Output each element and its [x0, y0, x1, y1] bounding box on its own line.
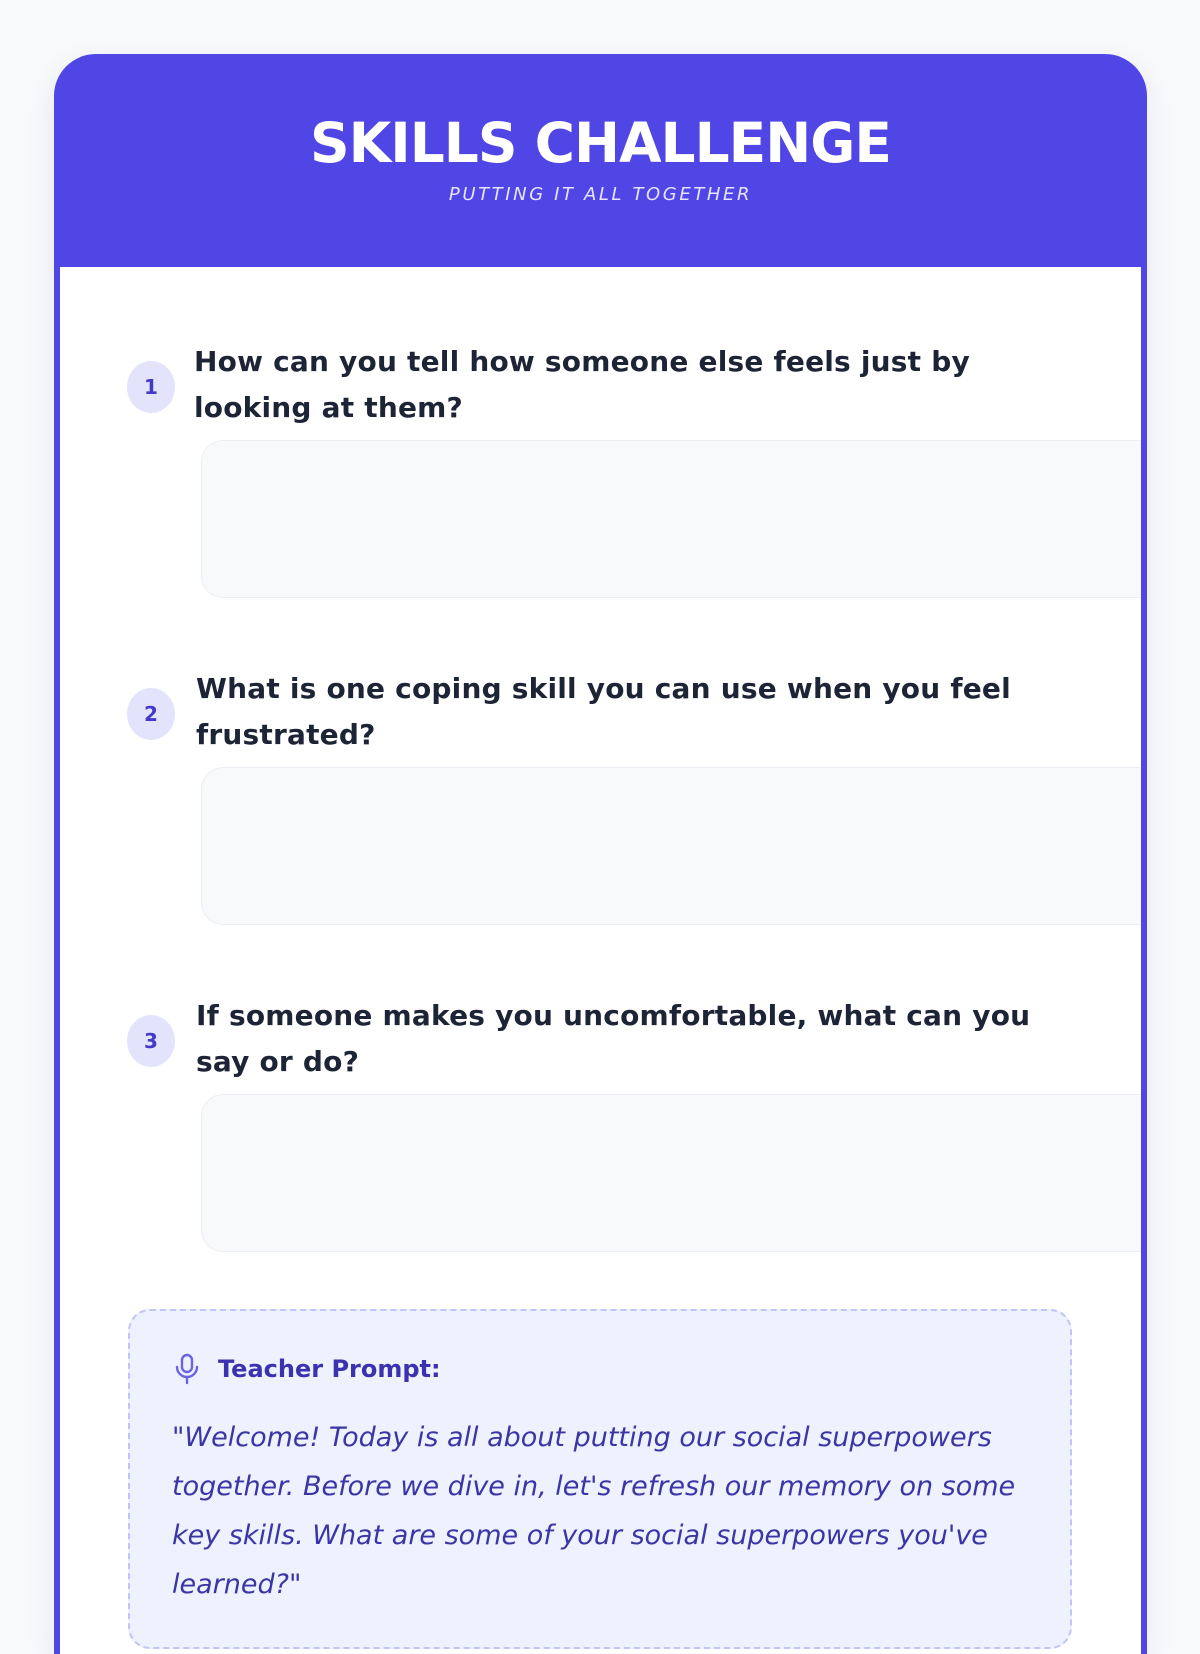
- answer-box-3[interactable]: [201, 1094, 1141, 1252]
- worksheet-body: [60, 267, 1141, 1654]
- question-text: What is one coping skill you can use when you feel frustrated?: [196, 672, 1011, 751]
- microphone-icon: [174, 1353, 200, 1385]
- teacher-prompt-box: [128, 1309, 1072, 1649]
- question-text: If someone makes you uncomfortable, what can you say or do?: [196, 999, 1031, 1078]
- page-subtitle: PUTTING IT ALL TOGETHER: [448, 184, 753, 205]
- page-title: SKILLS CHALLENGE: [310, 111, 891, 175]
- answer-box-1[interactable]: [201, 440, 1141, 598]
- answer-box-2[interactable]: [201, 767, 1141, 925]
- question-text: How can you tell how someone else feels just by looking at them?: [194, 345, 970, 424]
- worksheet-card: [54, 54, 1147, 1654]
- question-number-badge: 3: [127, 1015, 175, 1067]
- question-1: [60, 330, 1141, 620]
- question-number-badge: 2: [127, 688, 175, 740]
- teacher-prompt-text: "Welcome! Today is all about putting our social superpowers together. Before we dive in, let's refresh our memory on some key skills. What are some of your social superpowers you've learned?": [172, 1422, 1016, 1600]
- question-3: [60, 984, 1141, 1274]
- teacher-prompt-label: Teacher Prompt:: [218, 1355, 441, 1383]
- question-number-badge: 1: [127, 361, 175, 413]
- question-2: [60, 657, 1141, 947]
- worksheet-header: [54, 54, 1147, 267]
